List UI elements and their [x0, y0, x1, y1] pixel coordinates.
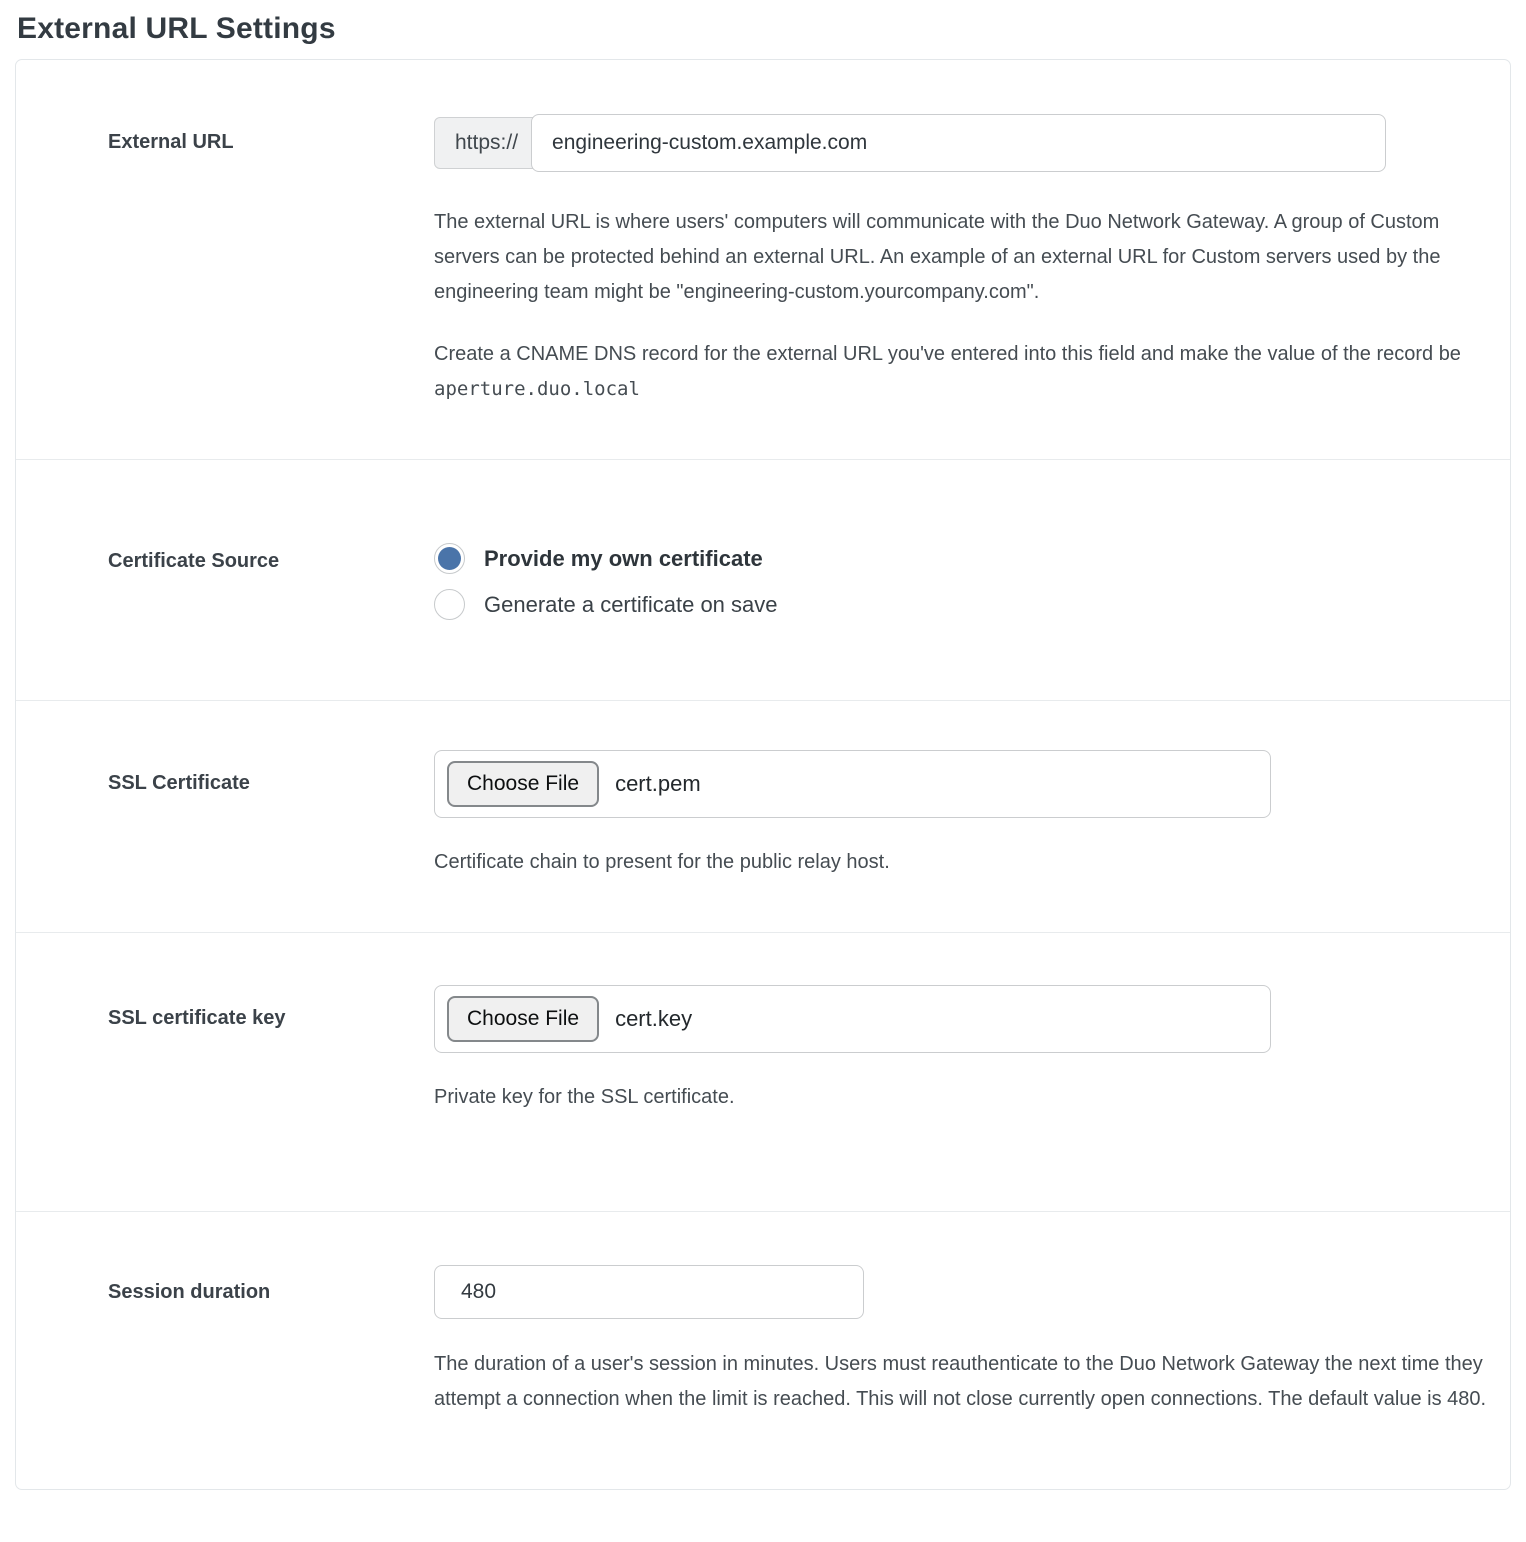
ssl-certificate-content	[434, 750, 1504, 880]
ssl-certificate-row	[16, 700, 1510, 932]
external-url-content	[434, 114, 1504, 407]
page-title: External URL Settings	[17, 12, 336, 45]
external-url-input-group	[434, 114, 1386, 172]
ssl-certificate-key-choose-file-button[interactable]: Choose File	[447, 996, 599, 1042]
session-duration-input[interactable]	[434, 1265, 864, 1319]
external-url-settings-panel	[15, 59, 1511, 1490]
external-url-help-text: The external URL is where users' computers will communicate with the Duo Network Gateway. A group of Custom servers can be protected behind an external URL. An example of an external URL for Custom servers used by the engineering team might be "engineering-custom.yourcompany.com".	[434, 211, 1441, 303]
certificate-source-content	[434, 543, 1504, 620]
cname-record-value: aperture.duo.local	[434, 378, 640, 400]
ssl-certificate-label: SSL Certificate	[108, 772, 250, 794]
ssl-certificate-file-input[interactable]	[434, 750, 1271, 818]
ssl-certificate-key-label: SSL certificate key	[108, 1007, 286, 1029]
session-duration-label: Session duration	[108, 1281, 271, 1303]
certificate-source-row	[16, 459, 1510, 700]
ssl-certificate-choose-file-button[interactable]: Choose File	[447, 761, 599, 807]
ssl-certificate-key-content	[434, 985, 1504, 1115]
session-duration-content	[434, 1265, 1504, 1417]
session-duration-help-text: The duration of a user's session in minutes. Users must reauthenticate to the Duo Network Gateway the next time they attempt a connection when the limit is reached. This will not close currently open connections. The default value is 480.	[434, 1353, 1487, 1410]
external-url-input[interactable]	[531, 114, 1386, 172]
session-duration-row	[16, 1211, 1510, 1489]
external-url-cname-help-text	[434, 337, 1504, 407]
radio-provide-own-certificate-label: Provide my own certificate	[484, 545, 763, 571]
ssl-certificate-help-text: Certificate chain to present for the public relay host.	[434, 851, 890, 873]
ssl-certificate-key-row	[16, 932, 1510, 1211]
ssl-certificate-key-help-text: Private key for the SSL certificate.	[434, 1086, 735, 1108]
certificate-source-label: Certificate Source	[108, 550, 280, 572]
radio-selected-icon[interactable]	[434, 543, 465, 574]
external-url-row	[16, 60, 1510, 459]
cname-help-prefix: Create a CNAME DNS record for the external URL you've entered into this field and make the value of the record be	[434, 343, 1461, 365]
https-protocol-addon: https://	[434, 117, 539, 169]
radio-provide-own-certificate[interactable]	[434, 543, 1504, 574]
radio-unselected-icon[interactable]	[434, 589, 465, 620]
external-url-label: External URL	[108, 131, 234, 153]
radio-generate-certificate-on-save-label: Generate a certificate on save	[484, 591, 778, 617]
ssl-certificate-file-name: cert.pem	[615, 771, 701, 796]
ssl-certificate-key-file-input[interactable]	[434, 985, 1271, 1053]
ssl-certificate-key-file-name: cert.key	[615, 1006, 693, 1031]
radio-generate-certificate-on-save[interactable]	[434, 589, 1504, 620]
